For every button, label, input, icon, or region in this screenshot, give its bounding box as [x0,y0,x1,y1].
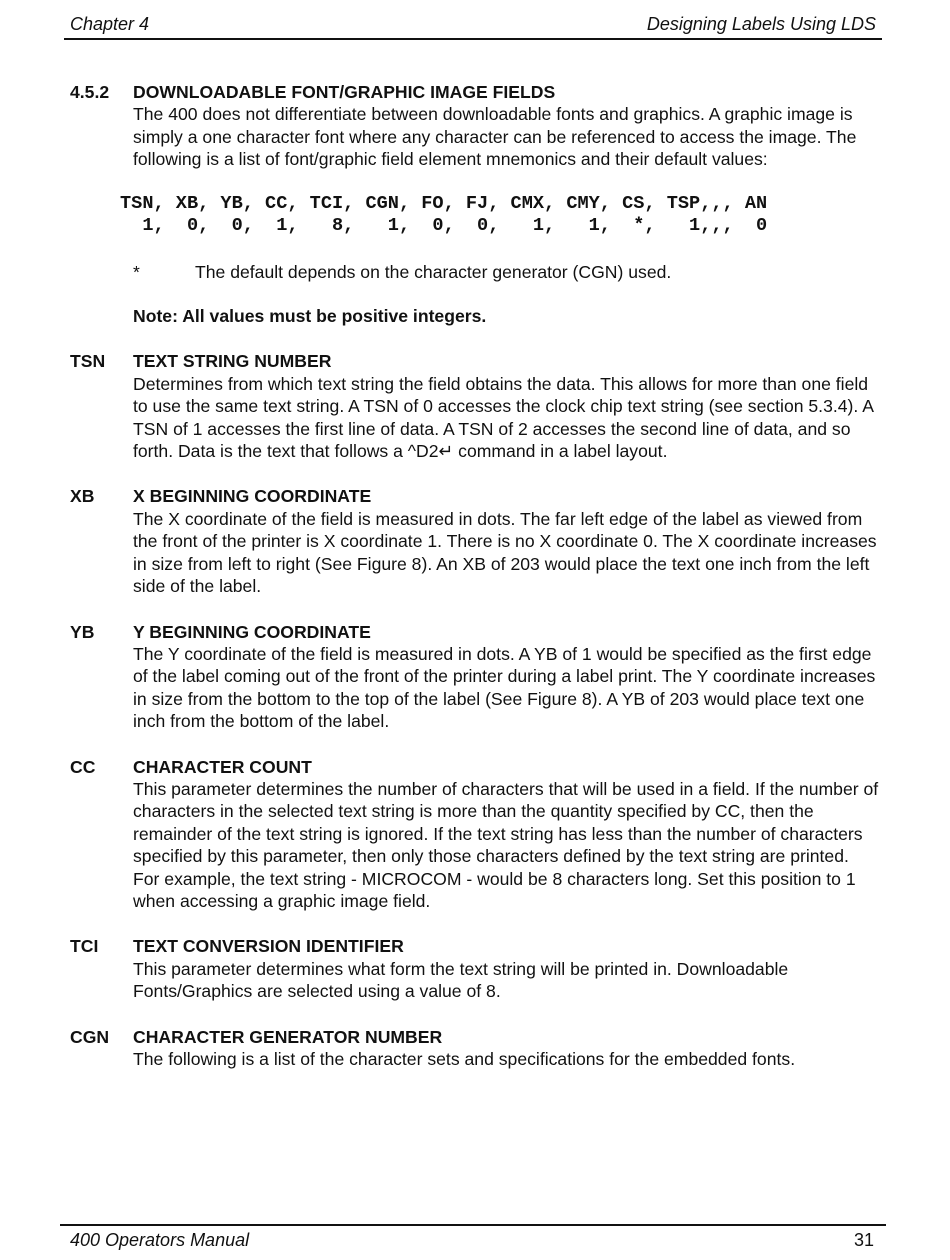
chapter-label: Chapter 4 [70,14,150,34]
field-heading [70,485,880,507]
page-content [70,81,880,1070]
field-abbr: XB [70,486,95,507]
section-intro: The 400 does not differentiate between downloadable fonts and graphics. A graphic image is simply a one character font where any character can be referenced to access the image. The following is a list of font/graphic field element mnemonics and their default values: [133,104,857,170]
page-number: 31 [853,1230,874,1250]
field-heading [70,621,880,643]
footnote [70,261,880,283]
field-description: The X coordinate of the field is measured in dots. The far left edge of the label as viewed from the front of the printer is X coordinate 1. There is no X coordinate 0. The X coordinate increases in size from left to right (See Figure 8). An XB of 203 would place the text one inch from the left side of the label. [133,508,877,597]
field-title: CHARACTER GENERATOR NUMBER [133,1026,443,1047]
field-abbr: CC [70,756,96,777]
field-cgn [70,1026,880,1071]
field-title: CHARACTER COUNT [133,756,312,777]
field-abbr: TSN [70,351,106,372]
manual-title: 400 Operators Manual [70,1230,250,1250]
field-description: The Y coordinate of the field is measured in dots. A YB of 1 would be specified as the first edge of the label coming out of the front of the printer during a label print. The Y coordinate increases in size from the bottom to the top of the label (See Figure 8). A YB of 203 would place text one inch from the bottom of the label. [133,643,876,732]
field-description: The following is a list of the character sets and specifications for the embedded fonts. [133,1049,796,1069]
mnemonic-table [70,193,880,237]
field-abbr: TCI [70,936,99,957]
field-title: Y BEGINNING COORDINATE [133,621,371,642]
footnote-text: The default depends on the character generator (CGN) used. [195,261,672,282]
chapter-title: Designing Labels Using LDS [646,14,876,34]
field-heading [70,1026,880,1048]
field-yb [70,621,880,733]
field-description: This parameter determines the number of characters that will be used in a field. If the number of characters in the selected text string is more than the quantity specified by CC, then the remainder of the text string is ignored. If the text string has less than the number of characters specified by this parameter, then only those characters defined by the text string are printed. For example, the text string - MICROCOM - would be 8 characters long. Set this position to 1 when accessing a graphic image field. [133,778,879,911]
field-cc [70,756,880,913]
field-title: X BEGINNING COORDINATE [133,486,372,507]
section-title: DOWNLOADABLE FONT/GRAPHIC IMAGE FIELDS [133,82,556,102]
section-heading [70,81,880,103]
field-title: TEXT STRING NUMBER [133,351,332,372]
field-description: This parameter determines what form the text string will be printed in. Downloadable Fonts/Graphics are selected using a value of 8. [133,958,789,1002]
section-number: 4.5.2 [70,82,110,102]
field-heading [70,756,880,778]
field-title: TEXT CONVERSION IDENTIFIER [133,936,404,957]
defaults-line: 1, 0, 0, 1, 8, 1, 0, 0, 1, 1, *, 1,,, 0 [120,214,768,236]
field-abbr: YB [70,621,95,642]
page-header [64,12,882,40]
footnote-marker: * [133,261,140,282]
page-footer [60,1224,886,1252]
field-heading [70,935,880,957]
field-tci [70,935,880,1002]
field-xb [70,485,880,597]
field-abbr: CGN [70,1026,110,1047]
mnemonics-line: TSN, XB, YB, CC, TCI, CGN, FO, FJ, CMX, CMY, CS, TSP,,, AN [120,192,768,214]
field-tsn [70,350,880,462]
field-description: Determines from which text string the field obtains the data. This allows for more than one field to use the same text string. A TSN of 0 accesses the clock chip text string (see section 5.3.4). A TSN of 1 accesses the first line of data. A TSN of 2 accesses the second line of data, and so forth. Data is the text that follows a ^D2↵ command in a label layout. [133,373,873,462]
field-heading [70,350,880,372]
note: Note: All values must be positive integers. [133,306,487,327]
